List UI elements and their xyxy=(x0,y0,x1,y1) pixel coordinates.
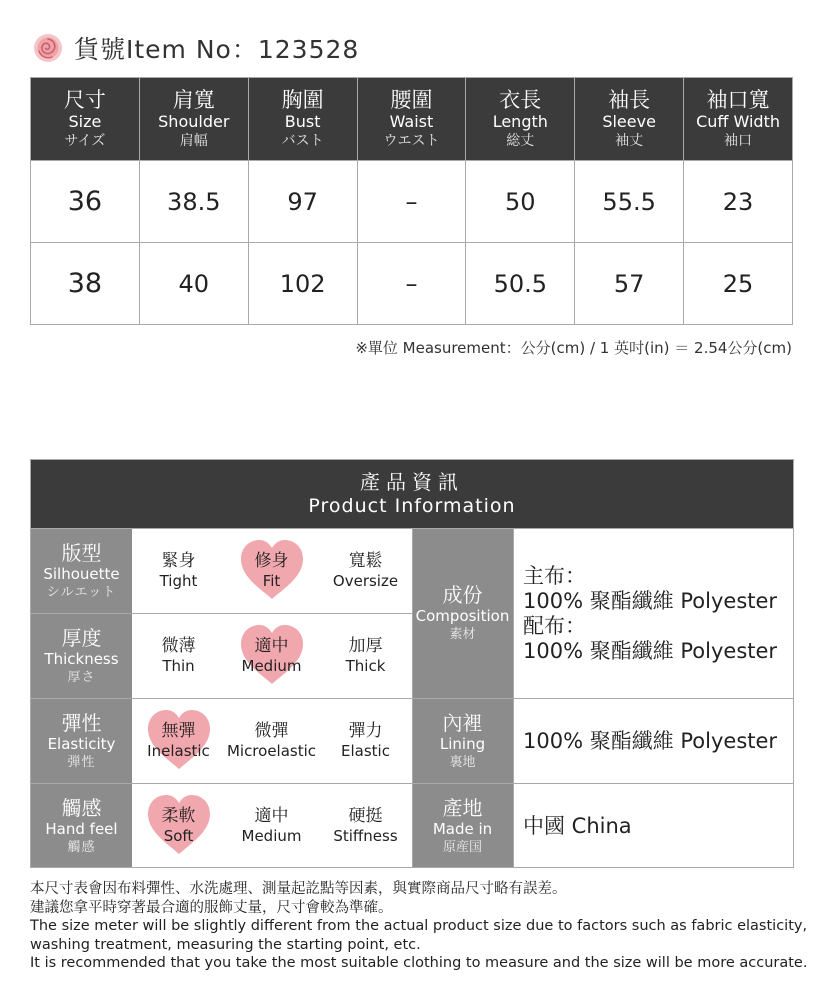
option-label-en: Tight xyxy=(159,572,198,590)
option-label-en: Elastic xyxy=(341,742,390,760)
detail-value-line: 主布： xyxy=(523,563,586,588)
attribute-label-ja: 厚さ xyxy=(67,669,96,685)
attribute-row-hand-feel xyxy=(31,783,412,868)
disclaimer xyxy=(30,880,807,973)
detail-value-line: 100% 聚酯纖維 Polyester xyxy=(523,638,778,663)
attribute-label-zh: 彈性 xyxy=(61,710,102,735)
detail-value-lining xyxy=(513,698,793,783)
column-sleeve xyxy=(575,78,684,161)
detail-label-ja: 原産国 xyxy=(442,839,482,855)
detail-value-composition xyxy=(513,528,793,698)
attribute-row-thickness xyxy=(31,613,412,698)
waist-value: – xyxy=(357,243,466,325)
column-label-ja: 袖口 xyxy=(724,133,753,149)
column-label-en: Cuff Width xyxy=(696,112,780,131)
shoulder-value: 38.5 xyxy=(139,161,248,243)
option-label-en: Thin xyxy=(162,657,195,675)
column-length xyxy=(466,78,575,161)
option-inelastic-selected xyxy=(132,699,225,783)
detail-label-ja: 裏地 xyxy=(449,754,476,770)
detail-label-zh: 成份 xyxy=(442,583,483,607)
bust-value: 102 xyxy=(248,243,357,325)
column-label-ja: ウエスト xyxy=(383,133,440,149)
attribute-label-en: Elasticity xyxy=(47,734,116,753)
column-label-ja: 肩幅 xyxy=(179,133,208,149)
column-cuff-width xyxy=(684,78,793,161)
detail-value-made-in xyxy=(513,783,793,868)
column-shoulder xyxy=(139,78,248,161)
size-value: 36 xyxy=(31,161,140,243)
option-label-zh: 緊身 xyxy=(161,551,196,571)
attribute-label-ja: 觸感 xyxy=(67,839,96,855)
option-label-zh: 適中 xyxy=(254,636,289,656)
detail-label-zh: 產地 xyxy=(442,795,483,820)
option-label-en: Thick xyxy=(345,657,386,675)
detail-label-ja: 素材 xyxy=(449,627,476,642)
column-label-zh: 腰圍 xyxy=(390,88,433,112)
detail-label-en: Lining xyxy=(439,734,486,753)
option-label-en: Medium xyxy=(241,657,302,675)
column-label-ja: サイズ xyxy=(64,133,106,149)
column-label-zh: 尺寸 xyxy=(63,88,106,112)
disclaimer-line: 本尺寸表會因布料彈性、水洗處理、測量起訖點等因素，與實際商品尺寸略有誤差。 xyxy=(30,881,567,897)
sleeve-value: 55.5 xyxy=(575,161,684,243)
attribute-label-zh: 版型 xyxy=(61,540,102,565)
option-oversize xyxy=(319,529,412,613)
detail-label-composition xyxy=(412,528,513,698)
option-tight xyxy=(132,529,225,613)
table-row xyxy=(31,243,793,325)
option-label-zh: 微彈 xyxy=(254,721,289,741)
attribute-label-zh: 厚度 xyxy=(61,625,102,650)
option-elastic xyxy=(319,699,412,783)
column-divider xyxy=(513,528,514,867)
product-info-title-zh: 產品資訊 xyxy=(360,470,464,494)
attribute-label-zh: 觸感 xyxy=(61,795,102,820)
column-label-en: Bust xyxy=(284,112,321,131)
column-label-en: Shoulder xyxy=(158,112,230,131)
option-label-zh: 寬鬆 xyxy=(348,551,383,571)
option-label-en: Medium xyxy=(241,827,302,845)
option-soft-selected xyxy=(132,784,225,868)
length-value: 50.5 xyxy=(466,243,575,325)
size-table-header xyxy=(31,78,793,161)
option-label-zh: 加厚 xyxy=(348,636,383,656)
option-label-zh: 修身 xyxy=(254,551,289,571)
rose-icon xyxy=(32,32,64,64)
attribute-label xyxy=(31,614,132,698)
column-divider xyxy=(412,528,413,867)
column-label-zh: 衣長 xyxy=(499,88,542,112)
detail-label-zh: 內裡 xyxy=(442,710,483,735)
column-bust xyxy=(248,78,357,161)
item-header xyxy=(32,30,359,66)
column-label-en: Size xyxy=(68,112,102,131)
option-label-zh: 柔軟 xyxy=(161,806,196,826)
option-thin xyxy=(132,614,225,698)
detail-label-en: Composition xyxy=(415,607,510,625)
column-label-zh: 胸圍 xyxy=(281,88,324,112)
disclaimer-line: It is recommended that you take the most suitable clothing to measure and the size will be more accurate. xyxy=(30,955,808,971)
detail-label-lining xyxy=(412,698,513,783)
size-table xyxy=(30,77,793,325)
waist-value: – xyxy=(357,161,466,243)
product-info-section xyxy=(30,459,794,868)
cuff-width-value: 25 xyxy=(684,243,793,325)
detail-label-made-in xyxy=(412,783,513,868)
column-label-en: Sleeve xyxy=(602,112,656,131)
column-label-ja: 袖丈 xyxy=(615,133,644,149)
bust-value: 97 xyxy=(248,161,357,243)
attribute-label-en: Thickness xyxy=(44,649,119,668)
option-stiffness xyxy=(319,784,412,868)
item-number: 貨號Item No：123528 xyxy=(74,35,360,64)
attribute-row-elasticity xyxy=(31,698,412,783)
option-label-en: Soft xyxy=(163,827,194,845)
column-label-zh: 袖長 xyxy=(608,88,651,112)
shoulder-value: 40 xyxy=(139,243,248,325)
option-label-zh: 彈力 xyxy=(348,721,383,741)
attribute-label xyxy=(31,784,132,868)
detail-label-en: Made in xyxy=(432,819,493,838)
column-waist xyxy=(357,78,466,161)
product-info-title-en: Product Information xyxy=(308,495,516,517)
option-label-zh: 微薄 xyxy=(161,636,196,656)
option-label-en: Fit xyxy=(262,572,281,590)
option-medium xyxy=(225,784,318,868)
detail-value-line: 100% 聚酯纖維 Polyester xyxy=(523,588,778,613)
column-label-en: Length xyxy=(492,112,548,131)
detail-value-line: 配布： xyxy=(523,613,586,638)
detail-value-line: 中國 China xyxy=(523,813,632,838)
column-label-zh: 肩寬 xyxy=(172,88,215,112)
option-label-zh: 硬挺 xyxy=(348,806,383,826)
option-label-zh: 適中 xyxy=(254,806,289,826)
attribute-label-ja: 弾性 xyxy=(67,754,96,770)
column-size xyxy=(31,78,140,161)
attribute-label-en: Silhouette xyxy=(43,564,120,583)
option-label-en: Stiffness xyxy=(333,827,398,845)
attribute-row-silhouette xyxy=(31,528,412,613)
column-label-zh: 袖口寬 xyxy=(706,88,770,112)
attribute-label xyxy=(31,529,132,613)
disclaimer-line: 建議您拿平時穿著最合適的服飾丈量，尺寸會較為準確。 xyxy=(30,899,393,916)
disclaimer-line: The size meter will be slightly different from the actual product size due to factors such as fabric elasticity, xyxy=(30,918,808,934)
table-row xyxy=(31,161,793,243)
length-value: 50 xyxy=(466,161,575,243)
column-label-ja: バスト xyxy=(281,133,324,149)
column-label-ja: 総丈 xyxy=(506,133,535,149)
product-info-banner xyxy=(31,460,793,528)
option-medium-selected xyxy=(225,614,318,698)
option-microelastic xyxy=(225,699,318,783)
disclaimer-line: washing treatment, measuring the starting point, etc. xyxy=(30,936,421,953)
cuff-width-value: 23 xyxy=(684,161,793,243)
sleeve-value: 57 xyxy=(575,243,684,325)
option-label-zh: 無彈 xyxy=(161,721,196,741)
option-label-en: Oversize xyxy=(332,572,399,590)
option-label-en: Inelastic xyxy=(147,742,210,760)
attribute-label-en: Hand feel xyxy=(45,819,118,838)
option-label-en: Microelastic xyxy=(226,742,317,760)
column-label-en: Waist xyxy=(389,112,434,131)
option-fit-selected xyxy=(225,529,318,613)
detail-value-line: 100% 聚酯纖維 Polyester xyxy=(523,728,778,753)
option-thick xyxy=(319,614,412,698)
unit-note: ※單位 Measurement：公分(cm) / 1 英吋(in) ＝ 2.54公分(cm) xyxy=(355,339,792,357)
size-value: 38 xyxy=(31,243,140,325)
attribute-label-ja: シルエット xyxy=(46,584,117,600)
attribute-label xyxy=(31,699,132,783)
